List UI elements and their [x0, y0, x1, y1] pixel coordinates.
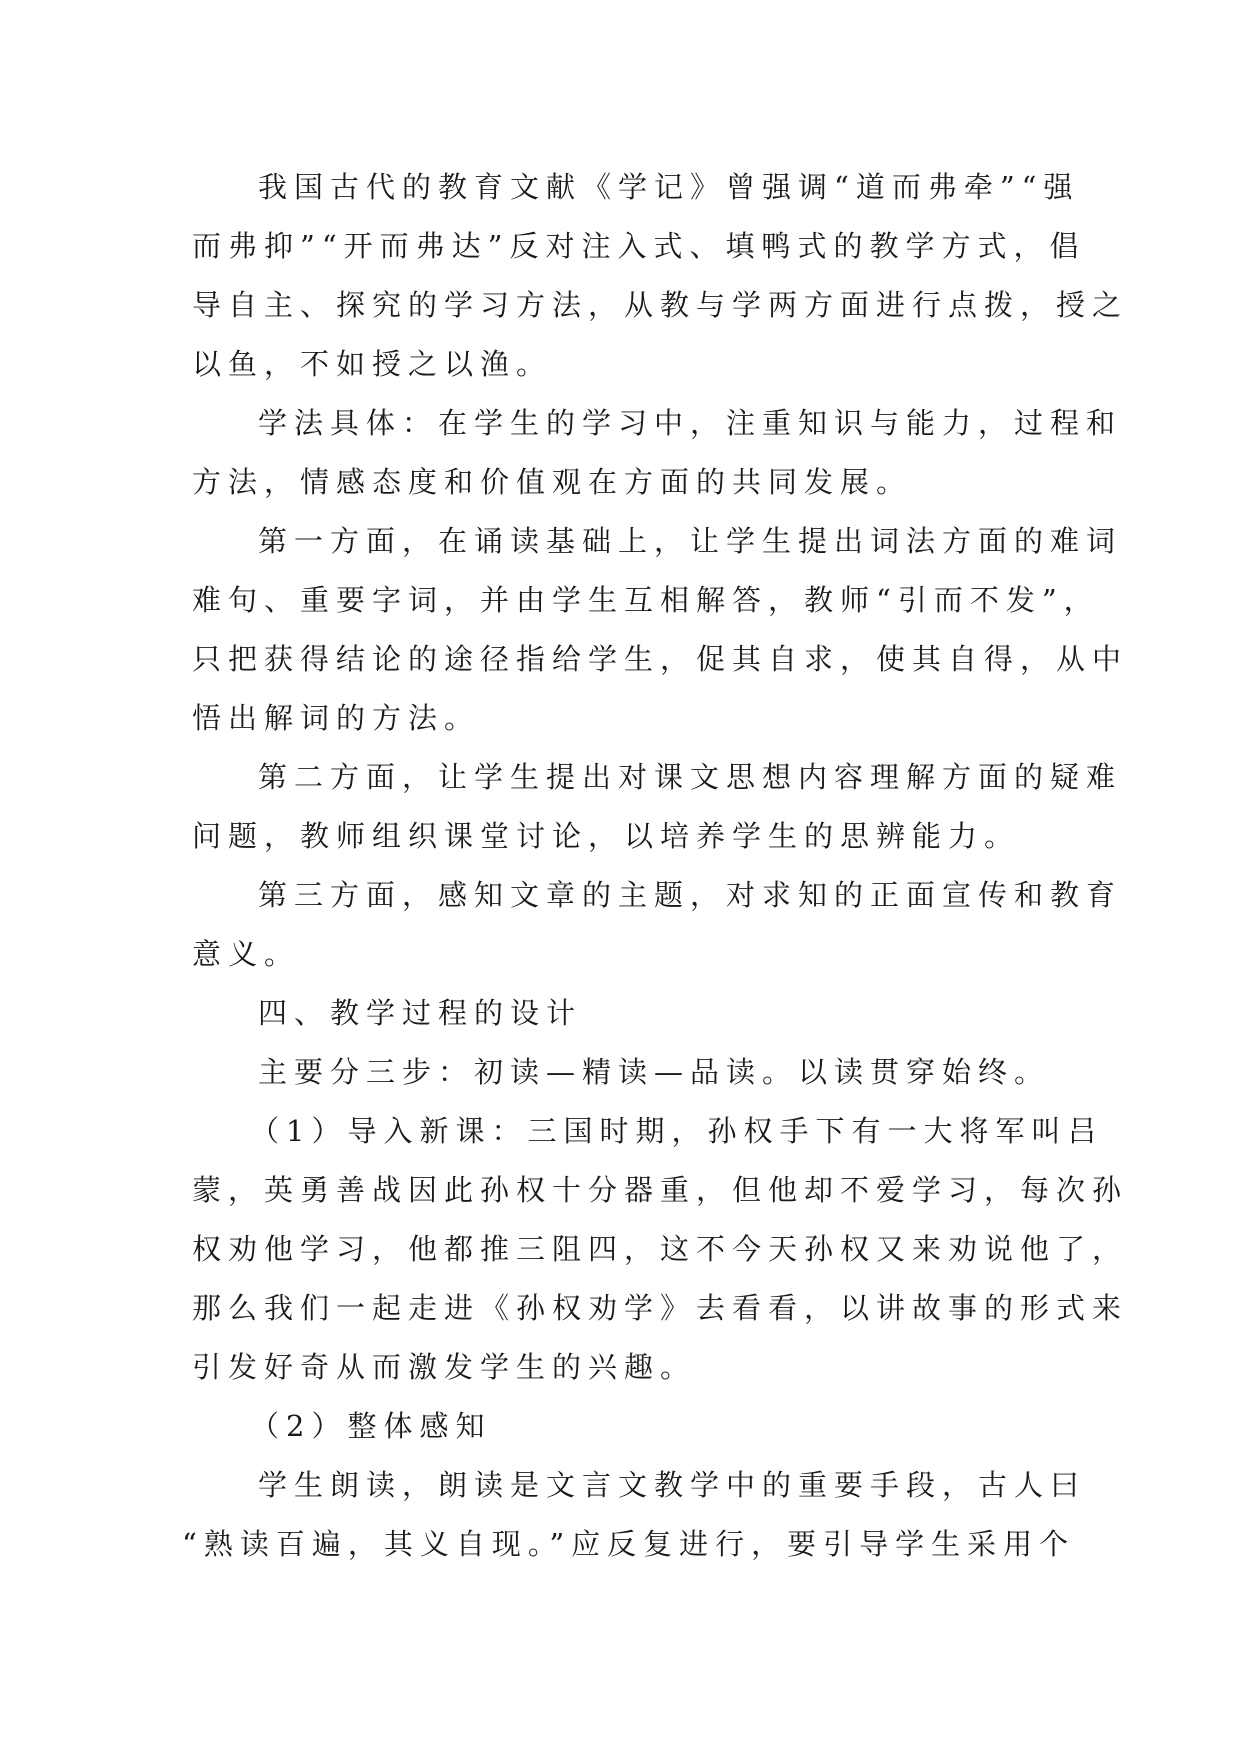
subheading: （2）整体感知 — [250, 1409, 492, 1443]
paragraph-three-steps — [192, 1043, 1058, 1102]
text-line: 学法具体：在学生的学习中，注重知识与能力，过程和 — [258, 406, 1123, 440]
text-line: 悟出解词的方法。 — [192, 701, 481, 735]
paragraph-aspect-one — [192, 512, 1129, 748]
text-line: 学生朗读，朗读是文言文教学中的重要手段，古人曰 — [258, 1468, 1087, 1502]
text-line: 引发好奇从而激发学生的兴趣。 — [192, 1350, 697, 1384]
text-line: 导自主、探究的学习方法，从教与学两方面进行点拨，授之 — [192, 288, 1129, 322]
paragraph-aspect-three — [192, 866, 1123, 984]
text-line: 那么我们一起走进《孙权劝学》去看看，以讲故事的形式来 — [192, 1291, 1129, 1325]
paragraph-aspect-two — [192, 748, 1123, 866]
text-line: “熟读百遍，其义自现。”应反复进行，要引导学生采用个 — [182, 1527, 1076, 1561]
text-line: 第三方面，感知文章的主题，对求知的正面宣传和教育 — [258, 878, 1123, 912]
subheading-overall-perception — [192, 1397, 1058, 1456]
text-line: 蒙，英勇善战因此孙权十分器重，但他却不爱学习，每次孙 — [192, 1173, 1129, 1207]
paragraph-xueji — [192, 158, 1129, 394]
paragraph-introduction — [192, 1102, 1129, 1397]
text-line: 意义。 — [192, 937, 301, 971]
text-line: 第一方面，在诵读基础上，让学生提出词法方面的难词 — [258, 524, 1123, 558]
text-line: （1）导入新课：三国时期，孙权手下有一大将军叫吕 — [250, 1114, 1104, 1148]
text-line: 以鱼，不如授之以渔。 — [192, 347, 553, 381]
paragraph-reading-aloud — [182, 1456, 1087, 1574]
section-heading: 四、教学过程的设计 — [258, 996, 583, 1030]
section-heading-teaching-process — [192, 984, 1058, 1043]
text-line: 主要分三步：初读—精读—品读。以读贯穿始终。 — [258, 1055, 1051, 1089]
paragraph-study-method — [192, 394, 1123, 512]
text-line: 只把获得结论的途径指给学生，促其自求，使其自得，从中 — [192, 642, 1129, 676]
document-body — [182, 158, 1129, 1574]
text-line: 权劝他学习，他都推三阻四，这不今天孙权又来劝说他了， — [192, 1232, 1129, 1266]
text-line: 方法，情感态度和价值观在方面的共同发展。 — [192, 465, 913, 499]
text-line: 而弗抑”“开而弗达”反对注入式、填鸭式的教学方式，倡 — [192, 229, 1086, 263]
text-line: 我国古代的教育文献《学记》曾强调“道而弗牵”“强 — [258, 170, 1080, 204]
text-line: 第二方面，让学生提出对课文思想内容理解方面的疑难 — [258, 760, 1123, 794]
text-line: 问题，教师组织课堂讨论，以培养学生的思辨能力。 — [192, 819, 1021, 853]
text-line: 难句、重要字词，并由学生互相解答，教师“引而不发”， — [192, 583, 1100, 617]
